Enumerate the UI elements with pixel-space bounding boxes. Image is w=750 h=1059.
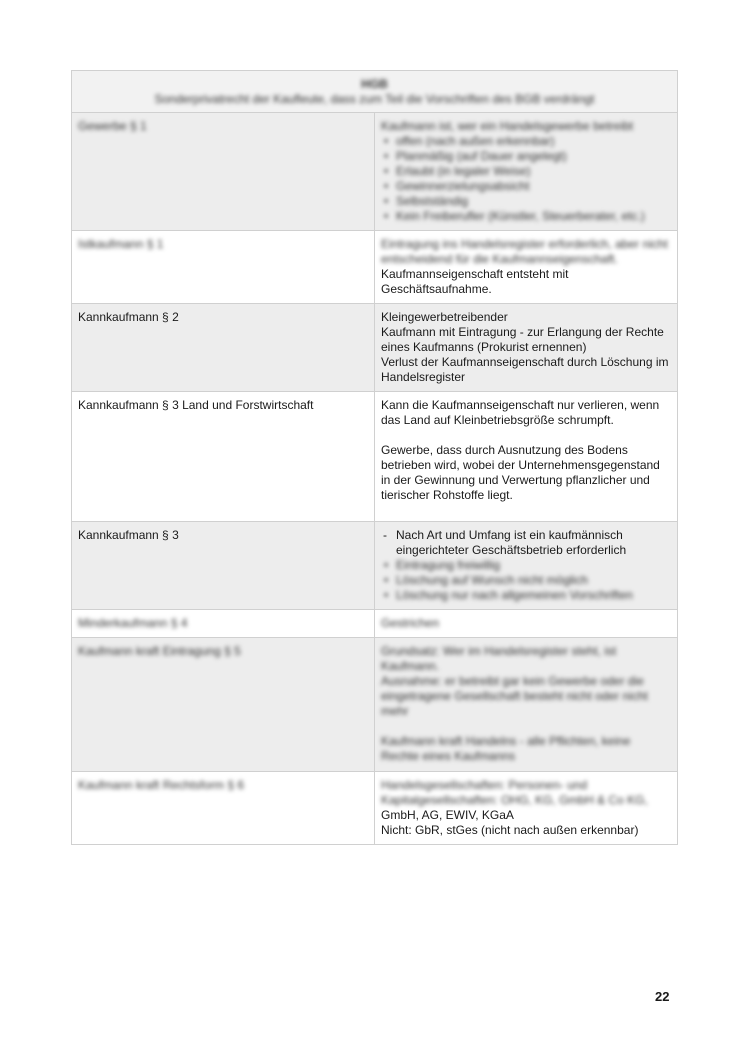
row-text: Kaufmannseigenschaft entsteht mit Geschäftsaufnahme. xyxy=(381,267,569,296)
list-item: • Eintragung freiwillig xyxy=(381,558,671,573)
row-content-cell xyxy=(375,304,678,392)
row-label-cell xyxy=(72,610,375,638)
row-content-cell xyxy=(375,522,678,610)
row-text: Gewerbe, dass durch Ausnutzung des Bodens betrieben wird, wobei der Unternehmensgegenstand in der Gewinnung und Verwertung pflanzlicher und tierischer Rohstoffe liegt. xyxy=(381,443,660,502)
row-text: GmbH, AG, EWIV, KGaA xyxy=(381,808,514,822)
row-label: Gewerbe § 1 xyxy=(78,119,147,133)
row-text: Kleingewerbetreibender xyxy=(381,310,508,324)
row-text: Kaufmann ist, wer ein Handelsgewerbe betreibt xyxy=(381,119,634,133)
row-text: Kaufmann kraft Handelns - alle Pflichten, keine Rechte eines Kaufmanns xyxy=(381,734,631,763)
row-label-cell xyxy=(72,304,375,392)
row-text: Eintragung ins Handelsregister erforderlich, aber nicht entscheidend für die Kaufmannseigenschaft. xyxy=(381,237,668,266)
row-label-cell xyxy=(72,638,375,772)
row-label-cell xyxy=(72,522,375,610)
table-row xyxy=(72,522,678,610)
table-row xyxy=(72,113,678,231)
list-item: - Nach Art und Umfang ist ein kaufmännisch eingerichteter Geschäftsbetrieb erforderlich xyxy=(381,528,671,558)
list-item: • Planmäßig (auf Dauer angelegt) xyxy=(381,149,671,164)
row-label: Kannkaufmann § 3 Land und Forstwirtschaft xyxy=(78,398,314,412)
row-content-cell xyxy=(375,638,678,772)
row-label-cell xyxy=(72,392,375,522)
bullet-list xyxy=(381,558,671,603)
table-row xyxy=(72,231,678,304)
table-header-row xyxy=(72,71,678,113)
document-page xyxy=(71,70,678,845)
table-row xyxy=(72,772,678,845)
row-content-cell xyxy=(375,392,678,522)
row-content-cell xyxy=(375,772,678,845)
list-item: • offen (nach außen erkennbar) xyxy=(381,134,671,149)
row-text: Kann die Kaufmannseigenschaft nur verlieren, wenn das Land auf Kleinbetriebsgröße schrumpft. xyxy=(381,398,660,427)
list-item: • Gewinnerzielungsabsicht xyxy=(381,179,671,194)
row-label-cell xyxy=(72,231,375,304)
bullet-list xyxy=(381,528,671,558)
table-row xyxy=(72,392,678,522)
row-label-cell xyxy=(72,772,375,845)
row-label: Kaufmann kraft Rechtsform § 6 xyxy=(78,778,245,792)
row-label: Kaufmann kraft Eintragung § 5 xyxy=(78,644,241,658)
row-text: Ausnahme: er betreibt gar kein Gewerbe oder die eingetragene Gesellschaft besteht nicht oder nicht mehr xyxy=(381,674,648,718)
row-text: Nicht: GbR, stGes (nicht nach außen erkennbar) xyxy=(381,823,639,837)
row-label: Kannkaufmann § 2 xyxy=(78,310,179,324)
row-text: Handelsgesellschaften: Personen- und Kapitalgesellschaften: OHG, KG, GmbH & Co KG, xyxy=(381,778,648,807)
row-text: Grundsatz: Wer im Handelsregister steht, ist Kaufmann. xyxy=(381,644,617,673)
row-content-cell xyxy=(375,610,678,638)
table-title: HGB xyxy=(361,77,388,91)
list-item: • Löschung nur nach allgemeinen Vorschriften xyxy=(381,588,671,603)
row-label: Minderkaufmann § 4 xyxy=(78,616,188,630)
list-item: • Erlaubt (in legaler Weise) xyxy=(381,164,671,179)
row-content-cell xyxy=(375,231,678,304)
row-text: Kaufmann mit Eintragung - zur Erlangung der Rechte eines Kaufmanns (Prokurist ernennen) xyxy=(381,325,664,354)
row-label-cell xyxy=(72,113,375,231)
page-number: 22 xyxy=(655,989,670,1004)
row-content-cell xyxy=(375,113,678,231)
list-item: • Selbstständig xyxy=(381,194,671,209)
row-label: Kannkaufmann § 3 xyxy=(78,528,179,542)
list-item: • Löschung auf Wunsch nicht möglich xyxy=(381,573,671,588)
table-row xyxy=(72,304,678,392)
table-subtitle: Sonderprivatrecht der Kaufleute, dass zum Teil die Vorschriften des BGB verdrängt xyxy=(154,92,595,106)
table-row xyxy=(72,638,678,772)
hgb-table xyxy=(71,70,678,845)
row-label: Istkaufmann § 1 xyxy=(78,237,164,251)
row-text: Gestrichen xyxy=(381,616,440,630)
list-item: • Kein Freiberufler (Künstler, Steuerberater, etc.) xyxy=(381,209,671,224)
table-header-cell xyxy=(72,71,678,113)
row-text: Verlust der Kaufmannseigenschaft durch Löschung im Handelsregister xyxy=(381,355,669,384)
table-row xyxy=(72,610,678,638)
bullet-list xyxy=(381,134,671,224)
